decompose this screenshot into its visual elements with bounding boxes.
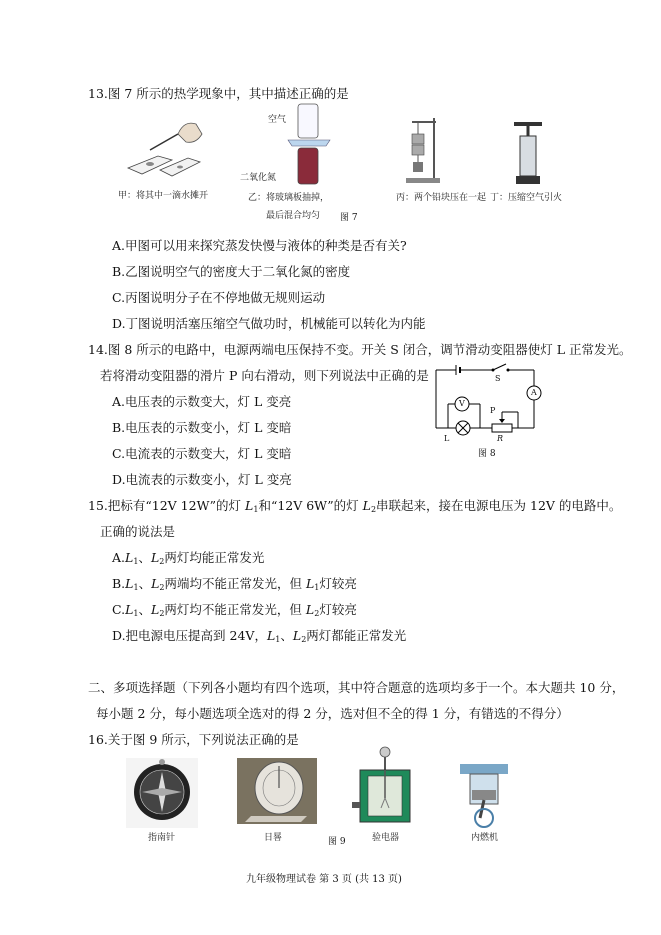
q13-option-a: A.甲图可以用来探究蒸发快慢与液体的种类是否有关? xyxy=(112,238,407,253)
q15-stem-1: 15.把标有“12V 12W”的灯 $L_1$和“12V 6W”的灯 $L_2$串联起来，接在电源电压为 12V 的电路中。 xyxy=(88,498,622,514)
fig7-yi-image xyxy=(286,102,336,192)
q13-option-d: D.丁图说明活塞压缩空气做功时，机械能可以转化为内能 xyxy=(112,316,426,331)
q14-option-c: C.电流表的示数变大，灯 L 变暗 xyxy=(112,446,292,461)
fig8-label-a: A xyxy=(531,388,537,397)
q16-stem: 16.关于图 9 所示，下列说法正确的是 xyxy=(88,732,299,747)
fig8-label-l: L xyxy=(444,434,450,443)
fig7-caption-yi-1: 乙：将玻璃板抽掉， xyxy=(248,193,330,203)
fig7-ding-image xyxy=(508,118,548,188)
q13-option-c: C.丙图说明分子在不停地做无规则运动 xyxy=(112,290,326,305)
q15-option-d: D.把电源电压提高到 24V，$L_1$、$L_2$两灯都能正常发光 xyxy=(112,628,407,644)
q15-option-c: $C.L_1$、$L_2$两灯均不能正常发光，但 $L_2$灯较亮 xyxy=(112,602,357,618)
fig9-electroscope-image xyxy=(352,746,418,826)
fig9-caption-engine: 内燃机 xyxy=(471,833,499,843)
section2-heading-1: 二、多项选择题（下列各小题均有四个选项，其中符合题意的选项均多于一个。本大题共 10 分， xyxy=(88,680,625,695)
fig9-sundial-image xyxy=(237,758,317,824)
q14-option-b: B.电压表的示数变小，灯 L 变暗 xyxy=(112,420,292,435)
fig7-no2-label: 二氧化氮 xyxy=(240,173,277,183)
section2-heading-2: 每小题 2 分，每小题选项全选对的得 2 分，选对但不全的得 1 分，有错选的不得分） xyxy=(96,706,569,721)
q13-option-b: B.乙图说明空气的密度大于二氧化氮的密度 xyxy=(112,264,351,279)
fig7-bing-image xyxy=(398,114,446,186)
q14-option-a: A.电压表的示数变大，灯 L 变亮 xyxy=(112,394,292,409)
fig7-air-label: 空气 xyxy=(268,115,287,125)
fig8-label-v: V xyxy=(459,399,465,408)
q15-option-a: $A.L_1$、$L_2$两灯均能正常发光 xyxy=(112,550,265,566)
fig7-caption-yi-2: 最后混合均匀 xyxy=(266,211,321,221)
fig8-label-s: S xyxy=(495,374,501,383)
fig8-label: 图 8 xyxy=(478,449,496,459)
fig9-label: 图 9 xyxy=(328,837,346,847)
q14-stem-1: 14.图 8 所示的电路中，电源两端电压保持不变。开关 S 闭合，调节滑动变阻器使灯 L 正常发光。 xyxy=(88,342,632,357)
q13-stem: 13.图 7 所示的热学现象中，其中描述正确的是 xyxy=(88,86,349,101)
fig9-caption-compass: 指南针 xyxy=(148,833,176,843)
q15-option-b: $B.L_1$、$L_2$两端均不能正常发光，但 $L_1$灯较亮 xyxy=(112,576,357,592)
fig7-caption-bing: 丙：两个铅块压在一起 xyxy=(396,193,487,203)
fig7-jia-image xyxy=(120,112,205,182)
q15-stem-2: 正确的说法是 xyxy=(100,524,176,539)
fig9-caption-sundial: 日晷 xyxy=(264,833,283,843)
page-footer: 九年级物理试卷 第 3 页 (共 13 页) xyxy=(246,874,402,885)
fig8-label-r: R xyxy=(497,434,504,443)
fig9-compass-image xyxy=(126,758,198,828)
q14-option-d: D.电流表的示数变小，灯 L 变亮 xyxy=(112,472,292,487)
fig9-engine-image xyxy=(456,758,512,828)
fig8-label-p: P xyxy=(490,406,496,415)
q14-stem-2: 若将滑动变阻器的滑片 P 向右滑动，则下列说法中正确的是 xyxy=(100,368,429,383)
fig7-label: 图 7 xyxy=(340,213,358,223)
fig9-caption-electroscope: 验电器 xyxy=(372,833,400,843)
fig7-caption-jia: 甲：将其中一滴水摊开 xyxy=(118,191,209,201)
fig7-caption-ding: 丁：压缩空气引火 xyxy=(490,193,563,203)
